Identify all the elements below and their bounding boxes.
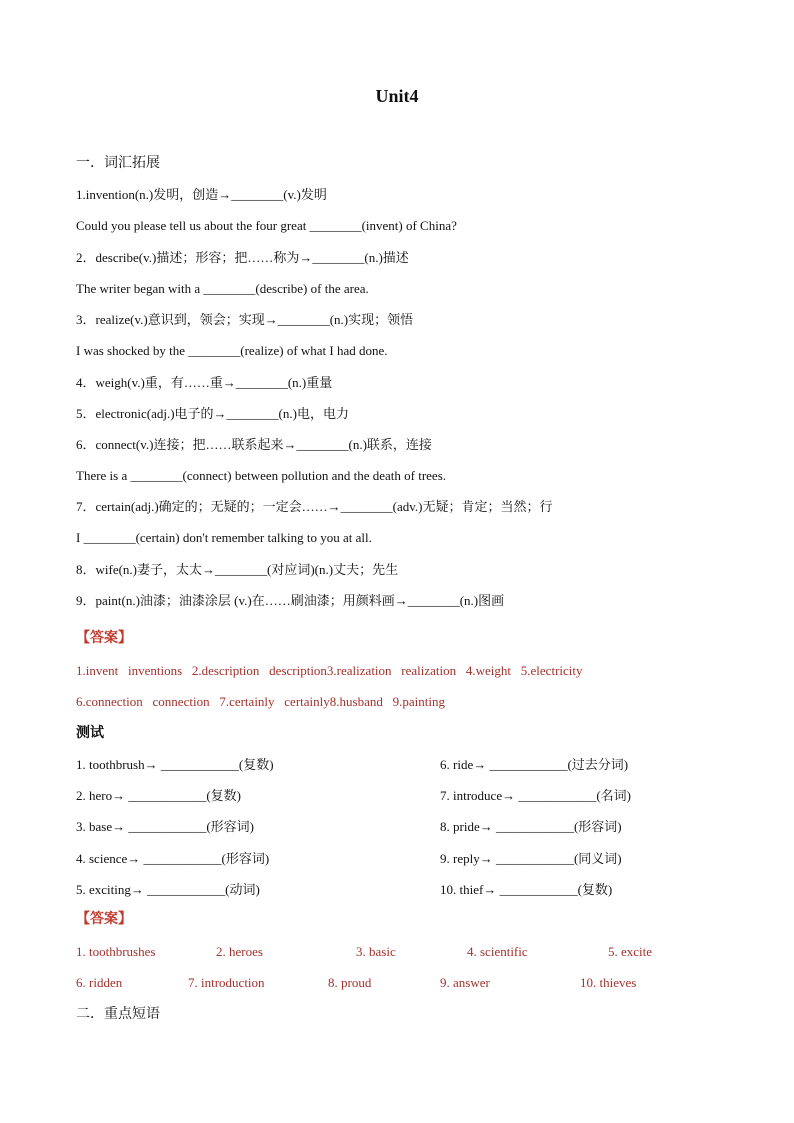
test-item: 1. toothbrush→ ____________(复数): [76, 757, 274, 772]
vocab-line: 4．weigh(v.)重，有……重→________(n.)重量: [76, 375, 333, 390]
vocab-line: Could you please tell us about the four great ________(invent) of China?: [76, 218, 457, 233]
answer-item: 5. excite: [608, 944, 653, 959]
vocab-line: 2．describe(v.)描述；形容；把……称为→________(n.)描述: [76, 250, 409, 265]
vocab-line: There is a ________(connect) between pollution and the death of trees.: [76, 468, 447, 483]
vocab-line: 6．connect(v.)连接；把……联系起来→________(n.)联系，连接: [76, 437, 432, 452]
test-item: 5. exciting→ ____________(动词): [76, 882, 260, 897]
vocab-line: 5．electronic(adj.)电子的→________(n.)电，电力: [76, 406, 349, 421]
test-item: 9. reply→ ____________(同义词): [440, 851, 622, 866]
vocab-line: The writer began with a ________(describe) of the area.: [76, 281, 369, 296]
answer-item: 1. toothbrushes: [76, 944, 156, 959]
answer-item: 9. answer: [440, 975, 490, 990]
test-item: 6. ride→ ____________(过去分词): [440, 757, 629, 772]
test-item: 7. introduce→ ____________(名词): [440, 788, 632, 803]
answer-item: 6. ridden: [76, 975, 123, 990]
answer-line: 1.invent inventions 2.description description3.realization realization 4.weight 5.electricity: [76, 663, 583, 678]
answer-label: 【答案】: [76, 631, 132, 646]
answer-item: 3. basic: [356, 944, 396, 959]
test-item: 4. science→ ____________(形容词): [76, 851, 270, 866]
vocab-line: 7．certain(adj.)确定的；无疑的；一定会……→________(adv.)无疑；肯定；当然；行: [76, 499, 553, 514]
vocab-line: I ________(certain) don't remember talking to you at all.: [76, 530, 372, 545]
answer-item: 8. proud: [328, 975, 372, 990]
answer-item: 10. thieves: [580, 975, 637, 990]
answer-item: 7. introduction: [188, 975, 265, 990]
test-item: 8. pride→ ____________(形容词): [440, 819, 622, 834]
answer-item: 2. heroes: [216, 944, 263, 959]
vocab-line: 9．paint(n.)油漆；油漆涂层 (v.)在……刷油漆；用颜料画→________(n.)图画: [76, 593, 505, 608]
answer-line: 6.connection connection 7.certainly certainly8.husband 9.painting: [76, 694, 445, 709]
answer-label: 【答案】: [76, 912, 132, 927]
test-item: 2. hero→ ____________(复数): [76, 788, 242, 803]
test-item: 3. base→ ____________(形容词): [76, 819, 255, 834]
vocab-line: 1.invention(n.)发明，创造→________(v.)发明: [76, 187, 327, 202]
test-item: 10. thief→ ____________(复数): [440, 882, 613, 897]
test-heading: 测试: [76, 726, 104, 741]
section-heading-phrases: 二．重点短语: [76, 1007, 160, 1022]
page-title: Unit4: [375, 86, 419, 106]
vocab-line: 3．realize(v.)意识到，领会；实现→________(n.)实现；领悟: [76, 312, 414, 327]
vocab-line: 8．wife(n.)妻子，太太→________(对应词)(n.)丈夫；先生: [76, 562, 399, 577]
section-heading-vocab: 一．词汇拓展: [76, 156, 160, 171]
vocab-line: I was shocked by the ________(realize) of what I had done.: [76, 343, 388, 358]
answer-item: 4. scientific: [467, 944, 528, 959]
